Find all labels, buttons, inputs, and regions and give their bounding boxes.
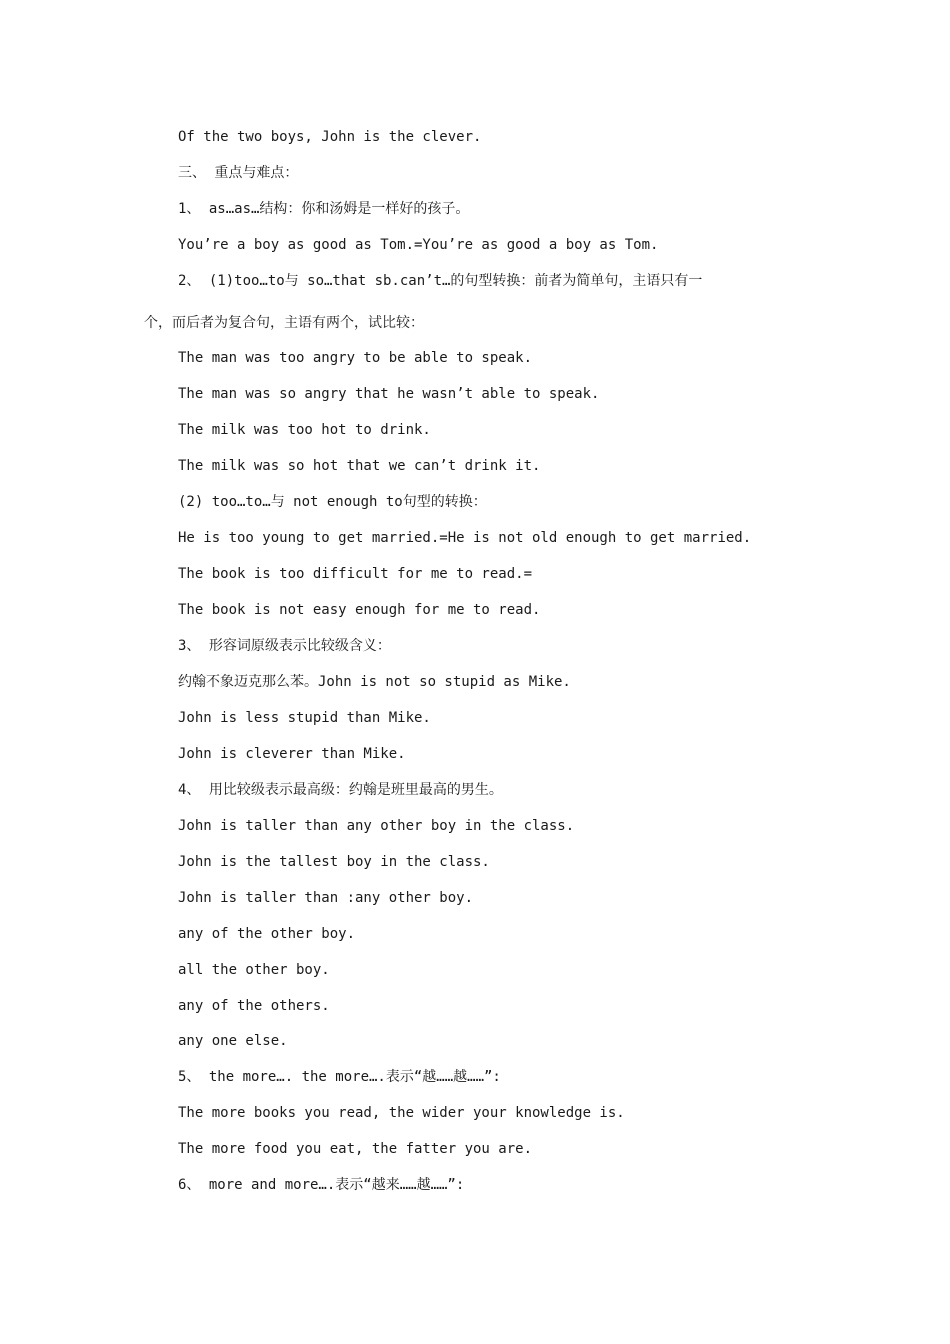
text-line-continued: 个，而后者为复合句，主语有两个，试比较： (144, 315, 424, 331)
text-line: The book is too difficult for me to read.= (178, 566, 533, 582)
sub-item: (2) too…to…与 not enough to句型的转换： (178, 494, 487, 510)
text-line: John is the tallest boy in the class. (178, 854, 490, 870)
text-line: The milk was so hot that we can’t drink it. (178, 458, 541, 474)
text-line: He is too young to get married.=He is not old enough to get married. (178, 530, 752, 546)
text-line: The book is not easy enough for me to read. (178, 602, 541, 618)
text-line: any of the others. (178, 998, 330, 1014)
text-line: The milk was too hot to drink. (178, 422, 431, 438)
section-heading: 三、 重点与难点： (178, 165, 299, 181)
numbered-item: 5、 the more…. the more….表示“越……越……”: (178, 1069, 501, 1085)
text-line: John is cleverer than Mike. (178, 746, 406, 762)
numbered-item: 3、 形容词原级表示比较级含义： (178, 638, 391, 654)
text-line: John is taller than :any other boy. (178, 890, 474, 906)
text-line: all the other boy. (178, 962, 330, 978)
numbered-item: 4、 用比较级表示最高级：约翰是班里最高的男生。 (178, 782, 503, 798)
text-line: any of the other boy. (178, 926, 356, 942)
numbered-item: 2、 (1)too…to与 so…that sb.can’t…的句型转换：前者为简单句，主语只有一 (178, 273, 703, 289)
text-line: any one else. (178, 1033, 288, 1049)
numbered-item: 1、 as…as…结构：你和汤姆是一样好的孩子。 (178, 201, 470, 217)
text-line: John is less stupid than Mike. (178, 710, 431, 726)
numbered-item: 6、 more and more….表示“越来……越……”: (178, 1177, 465, 1193)
text-line: 约翰不象迈克那么苯。John is not so stupid as Mike. (178, 674, 571, 690)
text-line: John is taller than any other boy in the class. (178, 818, 575, 834)
text-line: Of the two boys, John is the clever. (178, 129, 482, 145)
text-line: You’re a boy as good as Tom.=You’re as good a boy as Tom. (178, 237, 659, 253)
text-line: The more food you eat, the fatter you are. (178, 1141, 533, 1157)
text-line: The man was so angry that he wasn’t able to speak. (178, 386, 600, 402)
text-line: The more books you read, the wider your knowledge is. (178, 1105, 625, 1121)
text-line: The man was too angry to be able to speak. (178, 350, 533, 366)
